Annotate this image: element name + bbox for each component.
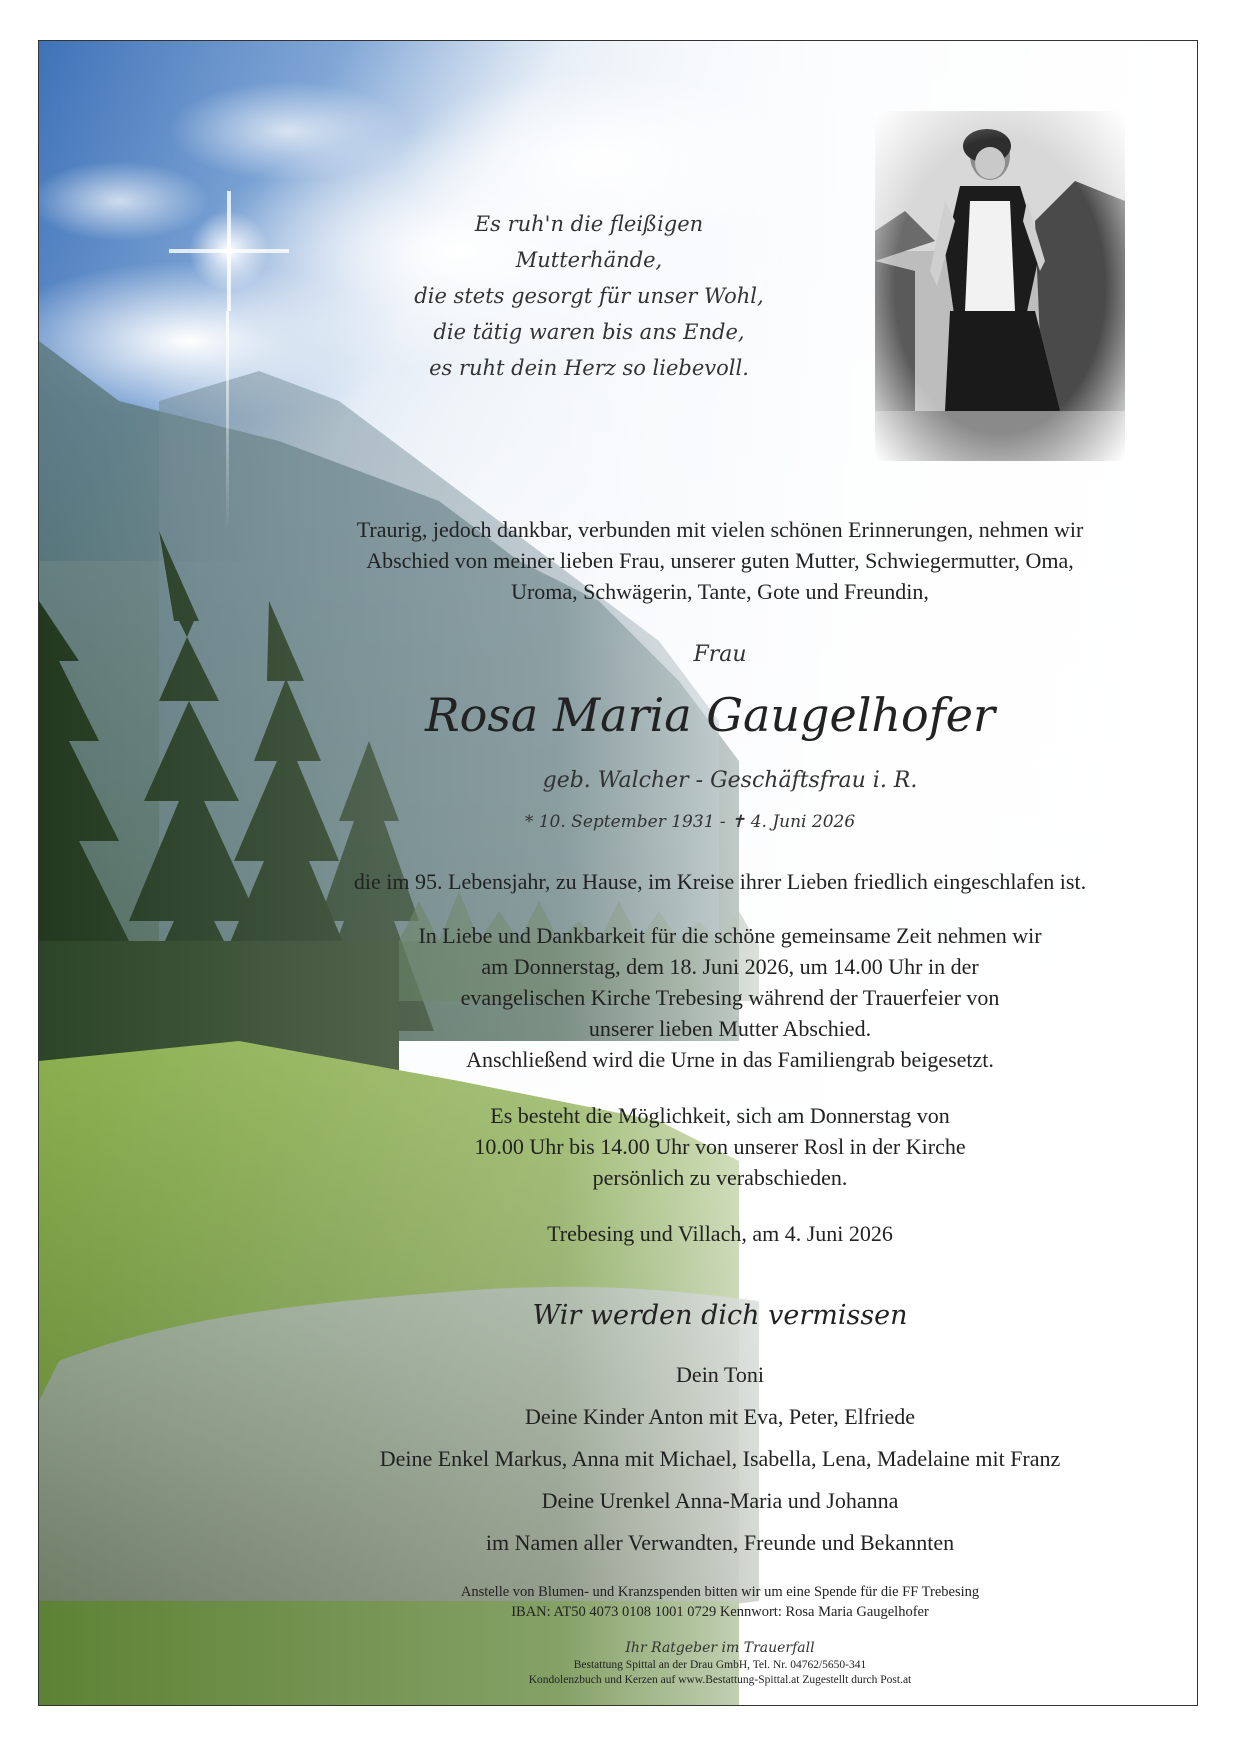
deceased-name: Rosa Maria Gaugelhofer <box>425 688 995 742</box>
donation-note <box>300 1582 1140 1622</box>
ceremony-line: Anschließend wird die Urne in das Familiengrab beigesetzt. <box>466 1047 994 1072</box>
mourner-line: Deine Enkel Markus, Anna mit Michael, Isabella, Lena, Madelaine mit Franz <box>379 1446 1061 1471</box>
portrait-photo <box>875 111 1125 461</box>
intro-line: Uroma, Schwägerin, Tante, Gote und Freundin, <box>511 579 929 604</box>
poem-line: Es ruh'n die fleißigen Mutterhände, <box>474 212 704 272</box>
ceremony-line: unserer lieben Mutter Abschied. <box>588 1016 872 1041</box>
funeral-home-slogan: Ihr Ratgeber im Trauerfall <box>625 1640 815 1656</box>
farewell-line: Es besteht die Möglichkeit, sich am Donnerstag von <box>490 1103 950 1128</box>
ceremony-text <box>300 920 1160 1075</box>
farewell-line: 10.00 Uhr bis 14.00 Uhr von unserer Rosl in der Kirche <box>474 1134 966 1159</box>
donation-line: Anstelle von Blumen- und Kranzspenden bitten wir um eine Spende für die FF Trebesing <box>460 1584 980 1600</box>
intro-line: Traurig, jedoch dankbar, verbunden mit vielen schönen Erinnerungen, nehmen wir <box>356 517 1084 542</box>
poem-line: es ruht dein Herz so liebevoll. <box>429 356 749 380</box>
place-date: Trebesing und Villach, am 4. Juni 2026 <box>547 1221 893 1246</box>
funeral-home-info <box>400 1658 1040 1688</box>
life-dates: * 10. September 1931 - ✝ 4. Juni 2026 <box>524 812 856 832</box>
deceased-subtitle: geb. Walcher - Geschäftsfrau i. R. <box>542 768 918 793</box>
mourners-heading: Wir werden dich vermissen <box>532 1300 908 1331</box>
passed-away-text: die im 95. Lebensjahr, zu Hause, im Kreise ihrer Lieben friedlich eingeschlafen ist. <box>353 869 1087 894</box>
funeral-home-line: Bestattung Spittal an der Drau GmbH, Tel. Nr. 04762/5650-341 <box>573 1659 867 1671</box>
poem <box>399 206 779 386</box>
intro-text <box>270 514 1170 607</box>
mourner-line: Deine Urenkel Anna-Maria und Johanna <box>541 1488 899 1513</box>
mourner-line: Dein Toni <box>676 1362 764 1387</box>
light-ray <box>226 311 229 531</box>
intro-line: Abschied von meiner lieben Frau, unserer guten Mutter, Schwiegermutter, Oma, <box>366 548 1074 573</box>
poem-line: die tätig waren bis ans Ende, <box>433 320 745 344</box>
ceremony-line: In Liebe und Dankbarkeit für die schöne gemeinsame Zeit nehmen wir <box>418 923 1042 948</box>
poem-line: die stets gesorgt für unser Wohl, <box>414 284 764 308</box>
iban-line: IBAN: AT50 4073 0108 1001 0729 Kennwort: Rosa Maria Gaugelhofer <box>511 1604 929 1620</box>
ceremony-line: evangelischen Kirche Trebesing während der Trauerfeier von <box>460 985 1000 1010</box>
salutation: Frau <box>693 642 747 667</box>
ceremony-line: am Donnerstag, dem 18. Juni 2026, um 14.00 Uhr in der <box>481 954 979 979</box>
funeral-home-line: Kondolenzbuch und Kerzen auf www.Bestattung-Spittal.at Zugestellt durch Post.at <box>528 1674 912 1686</box>
farewell-line: persönlich zu verabschieden. <box>592 1165 848 1190</box>
farewell-text <box>360 1100 1080 1193</box>
sparkle-icon <box>169 191 289 311</box>
mourner-line: im Namen aller Verwandten, Freunde und Bekannten <box>485 1530 955 1555</box>
mourner-line: Deine Kinder Anton mit Eva, Peter, Elfriede <box>524 1404 916 1429</box>
